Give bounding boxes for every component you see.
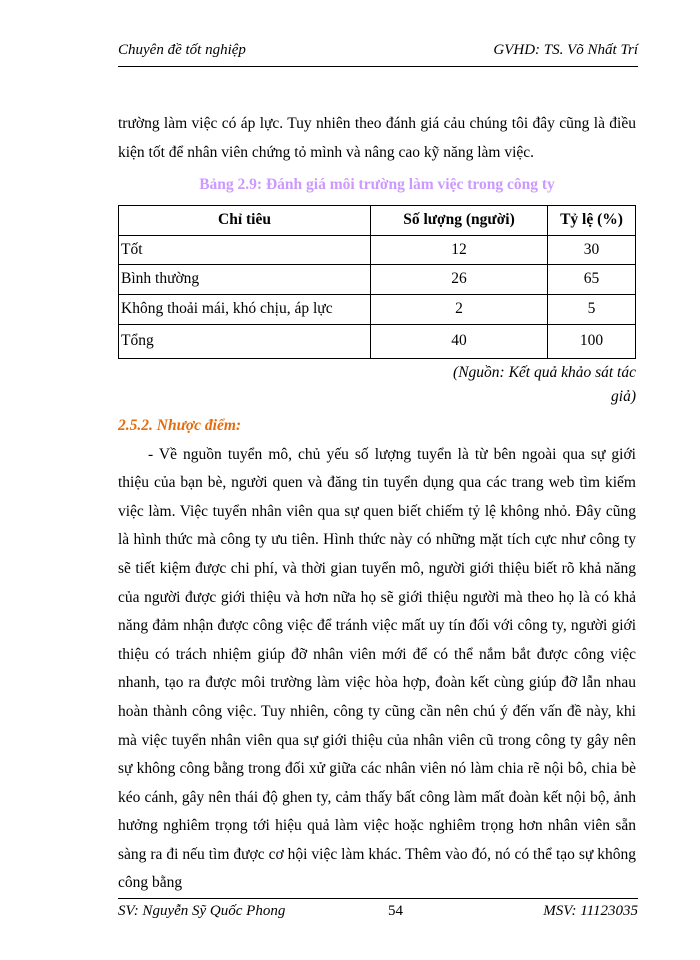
col-header-percent: Tỷ lệ (%) xyxy=(548,206,636,236)
cell-count: 12 xyxy=(371,235,548,265)
page-number: 54 xyxy=(388,903,403,919)
table-caption: Bảng 2.9: Đánh giá môi trường làm việc trong công ty xyxy=(199,176,555,194)
cell-criteria: Tổng xyxy=(119,324,371,358)
col-header-count: Số lượng (người) xyxy=(371,206,548,236)
cell-count: 26 xyxy=(371,265,548,295)
cell-criteria: Bình thường xyxy=(119,265,371,295)
section-title: 2.5.2. Nhược điểm: xyxy=(118,416,242,434)
body-paragraph: - Về nguồn tuyển mô, chủ yếu số lượng tuyển là từ bên ngoài qua sự giới thiệu của bạn bè, người quen và đăng tin tuyển dụng qua các trang web tìm kiếm việc làm. Việc tuyển nhân viên qua sự quen biết chiếm tỷ lệ không nhỏ. Đây cũng là hình thức mà công ty ưu tiên. Hình thức này có những mặt tích cực như công ty sẽ tiết kiệm được chi phí, và thời gian tuyển mô, người giới thiệu biết rõ khả năng của người được giới thiệu và hơn nữa họ sẽ giới thiệu người mà theo họ là có khả năng đảm nhận được công việc để tránh việc mất uy tín đối với công ty, người giới thiệu có trách nhiệm giúp đỡ nhân viên mới để có thể nắm bắt được công việc nhanh, tạo ra được môi trường làm việc hòa hợp, đoàn kết cùng giúp đỡ lẫn nhau hoàn thành công việc. Tuy nhiên, công ty cũng cần nên chú ý đến vấn đề này, khi mà việc tuyển nhân viên qua sự giới thiệu của nhân viên cũ trong công ty gây nên sự không công bằng trong đối xử giữa các nhân viên nó làm chia rẽ nội bô, chia bè kéo cánh, gây nên thái độ ghen ty, cảm thấy bất công làm mất đoàn kết nội bộ, ảnh hưởng nghiêm trọng tới hiệu quả làm việc hoặc nghiêm trọng hơn nhân viên sẵn sàng ra đi nếu tìm được cơ hội việc làm khác. Thêm vào đó, nó có thể tạo sự không công bằng xyxy=(118,445,636,892)
page-footer xyxy=(118,898,638,923)
table-row xyxy=(119,294,636,324)
table-source xyxy=(428,361,636,409)
header-title: Chuyên đề tốt nghiệp xyxy=(118,42,246,58)
cell-percent: 5 xyxy=(548,294,636,324)
footer-student-id: MSV: 11123035 xyxy=(543,903,638,919)
col-header-criteria: Chỉ tiêu xyxy=(119,206,371,236)
cell-count: 40 xyxy=(371,324,548,358)
cell-criteria: Không thoải mái, khó chịu, áp lực xyxy=(119,294,371,324)
table-header-row xyxy=(119,206,636,236)
cell-percent: 65 xyxy=(548,265,636,295)
page-header xyxy=(118,38,638,67)
cell-percent: 30 xyxy=(548,235,636,265)
footer-student: SV: Nguyễn Sỹ Quốc Phong xyxy=(118,903,286,919)
cell-percent: 100 xyxy=(548,324,636,358)
table-source-text: (Nguồn: Kết quả khảo sát tác giả) xyxy=(453,363,636,405)
header-advisor: GVHD: TS. Võ Nhất Trí xyxy=(493,42,638,58)
cell-criteria: Tốt xyxy=(119,235,371,265)
cell-count: 2 xyxy=(371,294,548,324)
survey-table xyxy=(118,205,636,358)
intro-paragraph: trường làm việc có áp lực. Tuy nhiên theo đánh giá cảu chúng tôi đây cũng là điều kiện tốt để nhân viên chứng tỏ mình và nâng cao kỹ năng làm việc. xyxy=(118,115,636,161)
table-row xyxy=(119,265,636,295)
table-row xyxy=(119,235,636,265)
page-content xyxy=(118,110,636,898)
table-row-total xyxy=(119,324,636,358)
